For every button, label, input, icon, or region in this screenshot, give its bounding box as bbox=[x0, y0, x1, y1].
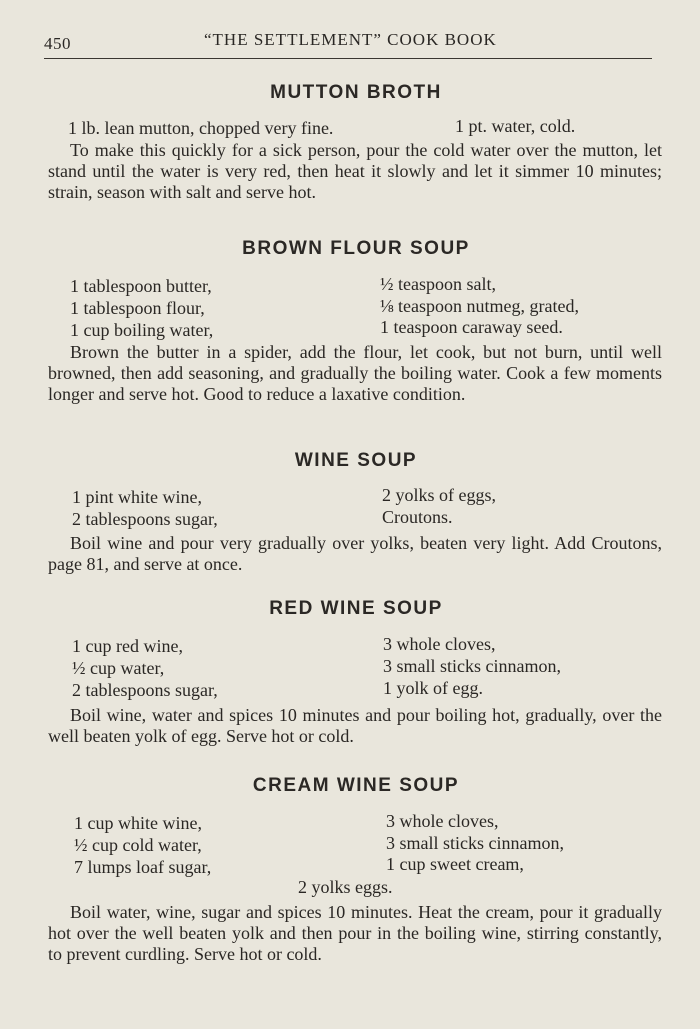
ingredient: 1 pint white wine, bbox=[72, 487, 202, 507]
ingredient: 2 yolks eggs. bbox=[298, 877, 393, 897]
ingredient: 2 tablespoons sugar, bbox=[72, 509, 218, 529]
ingredient: 3 whole cloves, bbox=[383, 634, 496, 654]
header-rule bbox=[44, 58, 652, 59]
recipe-instructions: Boil wine, water and spices 10 minutes and pour boiling hot, gradually, over the well beaten yolk of egg. Serve hot or cold. bbox=[48, 705, 662, 746]
recipe-instructions: Brown the butter in a spider, add the flour, let cook, but not burn, until well browned, then add seasoning, and gradually the boiling water. Cook a few moments longer and serve hot. Good to reduce a laxative condition. bbox=[48, 342, 662, 404]
page-number: 450 bbox=[44, 34, 71, 53]
recipe-title-cream-wine-soup: CREAM WINE SOUP bbox=[252, 775, 460, 796]
ingredient: ½ cup water, bbox=[72, 658, 165, 678]
ingredient: ½ teaspoon salt, bbox=[380, 274, 496, 294]
recipe-title-mutton-broth: MUTTON BROTH bbox=[270, 82, 442, 103]
ingredient: Croutons. bbox=[382, 507, 453, 527]
recipe-title-brown-flour-soup: BROWN FLOUR SOUP bbox=[242, 238, 470, 259]
recipe-title-red-wine-soup: RED WINE SOUP bbox=[269, 598, 443, 619]
ingredient: 2 yolks of eggs, bbox=[382, 485, 496, 505]
ingredient: 3 small sticks cinnamon, bbox=[386, 833, 564, 853]
ingredient: 3 small sticks cinnamon, bbox=[383, 656, 561, 676]
ingredient: 1 yolk of egg. bbox=[383, 678, 483, 698]
ingredient: 1 tablespoon flour, bbox=[70, 298, 205, 318]
ingredient: 2 tablespoons sugar, bbox=[72, 680, 218, 700]
ingredient: 1 tablespoon butter, bbox=[70, 276, 212, 296]
ingredient: 3 whole cloves, bbox=[386, 811, 499, 831]
ingredient: 1 teaspoon caraway seed. bbox=[380, 317, 563, 337]
ingredient: 1 cup white wine, bbox=[74, 813, 202, 833]
ingredient: 7 lumps loaf sugar, bbox=[74, 857, 212, 877]
ingredient: ⅛ teaspoon nutmeg, grated, bbox=[380, 296, 579, 316]
ingredient: 1 cup boiling water, bbox=[70, 320, 214, 340]
recipe-instructions: To make this quickly for a sick person, pour the cold water over the mutton, let stand until the water is very red, then heat it slowly and let it simmer 10 minutes; strain, season with salt and serve hot. bbox=[48, 140, 662, 202]
book-title: “THE SETTLEMENT” COOK BOOK bbox=[204, 30, 497, 49]
ingredient: ½ cup cold water, bbox=[74, 835, 202, 855]
ingredient: 1 cup red wine, bbox=[72, 636, 183, 656]
ingredient: 1 pt. water, cold. bbox=[455, 116, 576, 136]
recipe-title-wine-soup: WINE SOUP bbox=[294, 450, 418, 471]
recipe-instructions: Boil wine and pour very gradually over yolks, beaten very light. Add Croutons, page 81, and serve at once. bbox=[48, 533, 662, 574]
ingredient: 1 cup sweet cream, bbox=[386, 854, 524, 874]
ingredient: 1 lb. lean mutton, chopped very fine. bbox=[68, 118, 334, 138]
recipe-instructions: Boil water, wine, sugar and spices 10 minutes. Heat the cream, pour it gradually hot over the well beaten yolk and then pour in the boiling wine, stirring constantly, to prevent curdling. Serve hot or cold. bbox=[48, 902, 662, 964]
